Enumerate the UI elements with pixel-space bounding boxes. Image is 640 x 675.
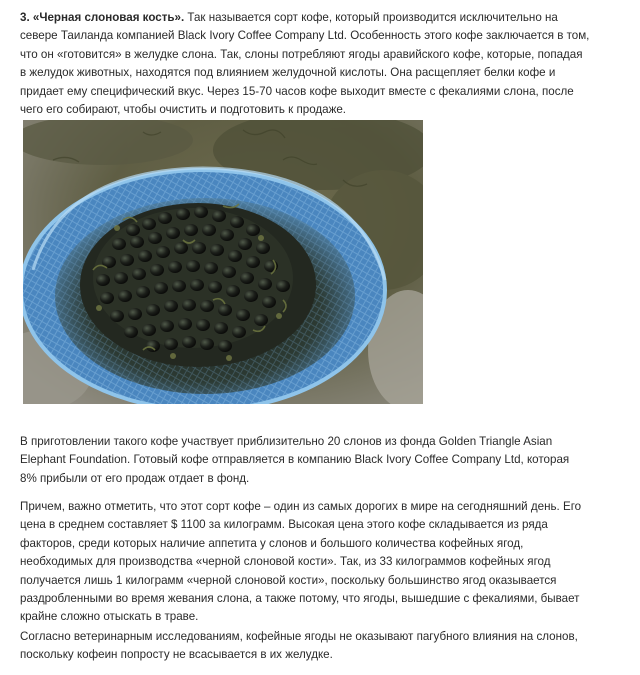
paragraph-line	[20, 9, 620, 27]
paragraph-text: Так называется сорт кофе, который производится исключительно на	[184, 11, 558, 24]
paragraph-line: поскольку кофеин попросту не всасывается в их желудке.	[20, 648, 333, 662]
paragraph-line: севере Таиланда компанией Black Ivory Coffee Company Ltd. Особенность этого кофе заключается в том,	[20, 29, 590, 43]
coffee-beans-photo	[23, 120, 423, 404]
paragraph-line: факторов, среди которых наличие аппетита у слонов и большого количества кофейных ягод,	[20, 536, 524, 550]
paragraph-line: цена в среднем составляет $ 1100 за килограмм. Высокая цена этого кофе складывается из ряда	[20, 518, 548, 532]
paragraph-line: крайне сложно отыскать в траве.	[20, 610, 199, 624]
paragraph-line: Согласно ветеринарным исследованиям, кофейные ягоды не оказывают пагубного влияния на слонов,	[20, 630, 578, 643]
paragraph-line: в желудок животных, находятся под влиянием желудочной кислоты. Она расщепляет белки кофе и	[20, 66, 556, 80]
paragraph-line: придает ему специфический вкус. Через 15-70 часов кофе выходит вместе с фекалиями слона, после	[20, 84, 574, 98]
paragraph-line: получается лишь 1 килограмм «черной слоновой кости», поскольку большинство ягод оказывается	[20, 573, 557, 587]
paragraph-line: что он «готовится» в желудке слона. Так, слоны потребляют ягоды аравийского кофе, которые, попадая	[20, 47, 583, 61]
paragraph-line: необходимых для производства «черной слоновой кости». Так, из 33 килограммов кофейных ягод	[20, 555, 551, 569]
paragraph-foundation	[20, 433, 620, 488]
paragraph-intro	[20, 9, 620, 119]
paragraph-line: чего его собирают, чтобы очистить и подготовить к продаже.	[20, 103, 347, 117]
paragraph-line: раздробленными во время жевания слона, а также потому, что ягоды, вышедшие с фекалиями, бывает	[20, 592, 580, 606]
paragraph-line: Elephant Foundation. Готовый кофе отправляется в компанию Black Ivory Coffee Company Ltd, которая	[20, 453, 570, 467]
paragraph-line: 8% прибыли от его продаж отдает в фонд.	[20, 471, 250, 485]
paragraph-line: В приготовлении такого кофе участвует приблизительно 20 слонов из фонда Golden Triangle Asian	[20, 435, 553, 448]
paragraph-line: Причем, важно отметить, что этот сорт кофе – один из самых дорогих в мире на сегодняшний день. Его	[20, 500, 582, 513]
paragraph-veterinary	[20, 628, 620, 665]
basket-with-coffee-beans-image	[23, 120, 423, 404]
paragraph-price	[20, 498, 620, 627]
section-heading: 3. «Черная слоновая кость».	[20, 11, 185, 24]
